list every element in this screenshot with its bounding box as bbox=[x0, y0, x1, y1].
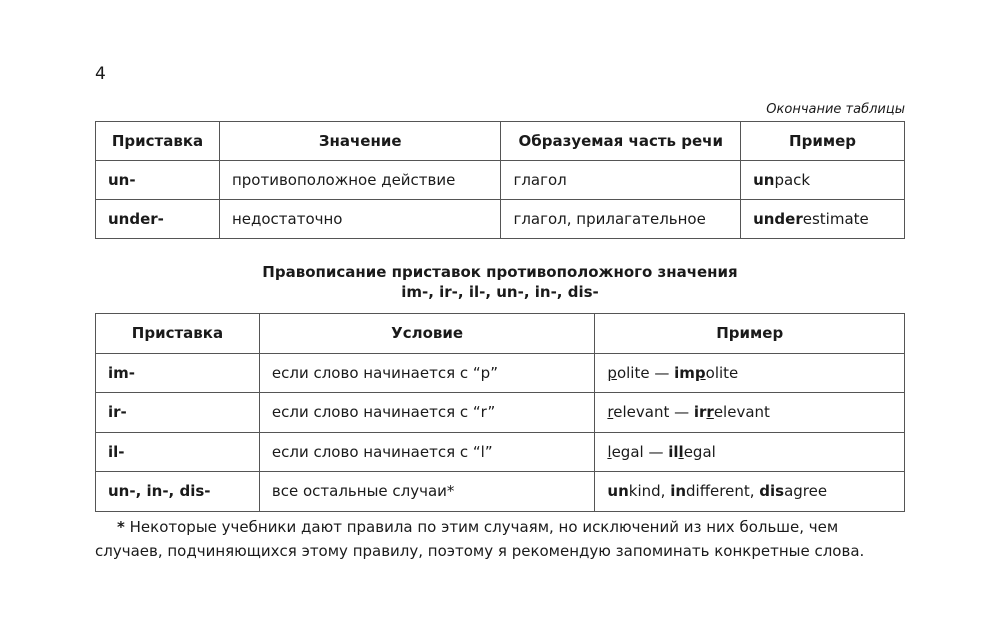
underlined-letter: r bbox=[607, 403, 614, 422]
example-stem: pack bbox=[774, 171, 811, 189]
table-header-row bbox=[96, 122, 905, 161]
header-prefix: Приставка bbox=[96, 122, 220, 161]
meaning-cell: недостаточно bbox=[219, 200, 501, 239]
example-prefix: in bbox=[670, 482, 687, 501]
condition-cell: если слово начинается с “p” bbox=[259, 353, 595, 393]
table-caption: Окончание таблицы bbox=[766, 102, 905, 117]
condition-cell: все остальные случаи* bbox=[259, 472, 595, 512]
example-text: egal bbox=[683, 442, 716, 461]
example-text: elevant bbox=[713, 403, 770, 422]
meaning-cell: противоположное действие bbox=[219, 161, 501, 200]
example-prefix: under bbox=[753, 210, 803, 228]
example-prefix: un bbox=[753, 171, 775, 189]
example-prefix: dis bbox=[759, 482, 785, 501]
table-header-row bbox=[96, 314, 905, 354]
header-meaning: Значение bbox=[219, 122, 501, 161]
example-cell bbox=[741, 200, 905, 239]
header-part-of-speech: Образуемая часть речи bbox=[501, 122, 741, 161]
header-example: Пример bbox=[741, 122, 905, 161]
example-text: agree bbox=[784, 482, 828, 501]
footnote-marker: * bbox=[117, 518, 125, 536]
example-prefix: il bbox=[668, 442, 679, 461]
section-title bbox=[0, 262, 1000, 302]
example-text: kind, bbox=[628, 482, 671, 501]
prefix-cell: under- bbox=[96, 200, 220, 239]
section-title-line-2: im-, ir-, il-, un-, in-, dis- bbox=[401, 283, 599, 301]
example-cell bbox=[595, 393, 905, 433]
underlined-letter: p bbox=[694, 363, 706, 382]
table-row bbox=[96, 472, 905, 512]
example-text: olite bbox=[705, 363, 739, 382]
example-text: elevant — bbox=[613, 403, 694, 422]
underlined-letter: p bbox=[607, 363, 617, 382]
underlined-letter: l bbox=[607, 442, 612, 461]
underlined-letter: l bbox=[678, 442, 684, 461]
example-text: olite — bbox=[616, 363, 675, 382]
example-stem: estimate bbox=[802, 210, 869, 228]
underlined-letter: r bbox=[706, 403, 714, 422]
part-of-speech-cell: глагол bbox=[501, 161, 741, 200]
example-prefix: im bbox=[674, 363, 695, 382]
table-row bbox=[96, 353, 905, 393]
part-of-speech-cell: глагол, прилагательное bbox=[501, 200, 741, 239]
prefix-spelling-table bbox=[95, 313, 905, 512]
table-row bbox=[96, 200, 905, 239]
header-prefix: Приставка bbox=[96, 314, 260, 354]
example-text: egal — bbox=[611, 442, 669, 461]
example-cell bbox=[741, 161, 905, 200]
footnote bbox=[95, 515, 910, 563]
header-condition: Условие bbox=[259, 314, 595, 354]
footnote-text: Некоторые учебники дают правила по этим случаям, но исключений из них больше, чем случаев, подчиняющихся этому правилу, поэтому я рекомендую запоминать конкретные слова. bbox=[95, 518, 865, 560]
prefix-cell: il- bbox=[96, 432, 260, 472]
prefix-meaning-table bbox=[95, 121, 905, 239]
example-cell bbox=[595, 353, 905, 393]
header-example: Пример bbox=[595, 314, 905, 354]
example-cell bbox=[595, 472, 905, 512]
prefix-cell: im- bbox=[96, 353, 260, 393]
page-number: 4 bbox=[95, 64, 106, 84]
condition-cell: если слово начинается с “l” bbox=[259, 432, 595, 472]
example-prefix: ir bbox=[693, 403, 707, 422]
condition-cell: если слово начинается с “r” bbox=[259, 393, 595, 433]
example-text: different, bbox=[686, 482, 760, 501]
table-row bbox=[96, 432, 905, 472]
table-row bbox=[96, 161, 905, 200]
section-title-line-1: Правописание приставок противоположного значения bbox=[262, 263, 738, 281]
example-prefix: un bbox=[607, 482, 629, 501]
prefix-cell: un- bbox=[96, 161, 220, 200]
prefix-cell: ir- bbox=[96, 393, 260, 433]
prefix-cell: un-, in-, dis- bbox=[96, 472, 260, 512]
table-row bbox=[96, 393, 905, 433]
example-cell bbox=[595, 432, 905, 472]
